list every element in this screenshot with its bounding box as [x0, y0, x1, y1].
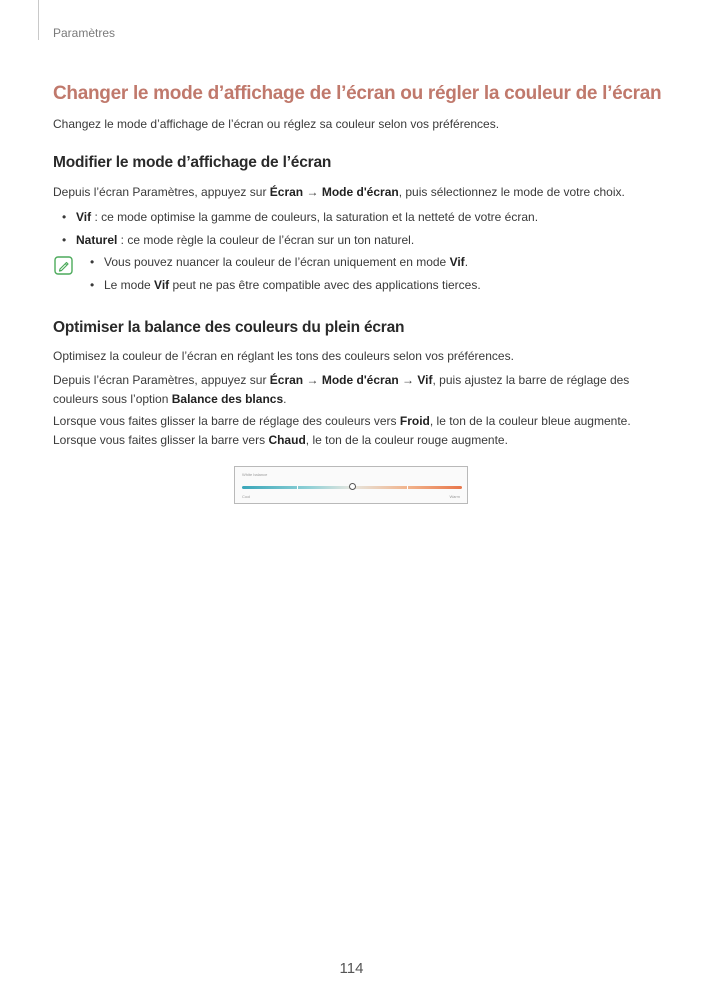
section1-heading: Modifier le mode d’affichage de l’écran: [53, 154, 332, 171]
header-divider: [38, 0, 39, 40]
cool-label: Cool: [242, 494, 251, 499]
note-item: • Le mode Vif peut ne pas être compatible avec des applications tierces.: [90, 278, 481, 292]
header-section-label: Paramètres: [53, 26, 116, 40]
white-balance-thumb[interactable]: [349, 483, 356, 490]
section2-heading: Optimiser la balance des couleurs du plein écran: [53, 319, 405, 336]
page-number: 114: [339, 960, 364, 977]
white-balance-screenshot: [234, 466, 468, 504]
note-item: • Vous pouvez nuancer la couleur de l’écran uniquement en mode Vif.: [90, 255, 469, 269]
section1-instruction: Depuis l’écran Paramètres, appuyez sur Écran → Mode d'écran, puis sélectionnez le mode de votre choix.: [53, 185, 625, 199]
slider-tick: [407, 486, 408, 489]
warm-label: Warm: [449, 494, 460, 499]
section2-instruction: Depuis l’écran Paramètres, appuyez sur Écran → Mode d'écran → Vif, puis ajustez la barre de réglage des couleurs sous l’option Balance des blancs.: [53, 373, 630, 406]
section2-explanation: Lorsque vous faites glisser la barre de réglage des couleurs vers Froid, le ton de la couleur bleue augmente. Lorsque vous faites glisser la barre vers Chaud, le ton de la couleur rouge augmente.: [53, 414, 631, 447]
list-item: • Vif : ce mode optimise la gamme de couleurs, la saturation et la netteté de votre écran.: [62, 210, 539, 224]
intro-text: Changez le mode d’affichage de l’écran ou réglez sa couleur selon vos préférences.: [53, 117, 500, 131]
white-balance-label: White balance: [242, 472, 268, 477]
page-title: Changer le mode d’affichage de l’écran ou régler la couleur de l’écran: [53, 83, 662, 104]
note-pencil-icon: [54, 256, 73, 275]
slider-tick: [297, 486, 298, 489]
list-item: • Naturel : ce mode règle la couleur de l’écran sur un ton naturel.: [62, 233, 415, 247]
section2-intro: Optimisez la couleur de l’écran en réglant les tons des couleurs selon vos préférences.: [53, 349, 514, 363]
